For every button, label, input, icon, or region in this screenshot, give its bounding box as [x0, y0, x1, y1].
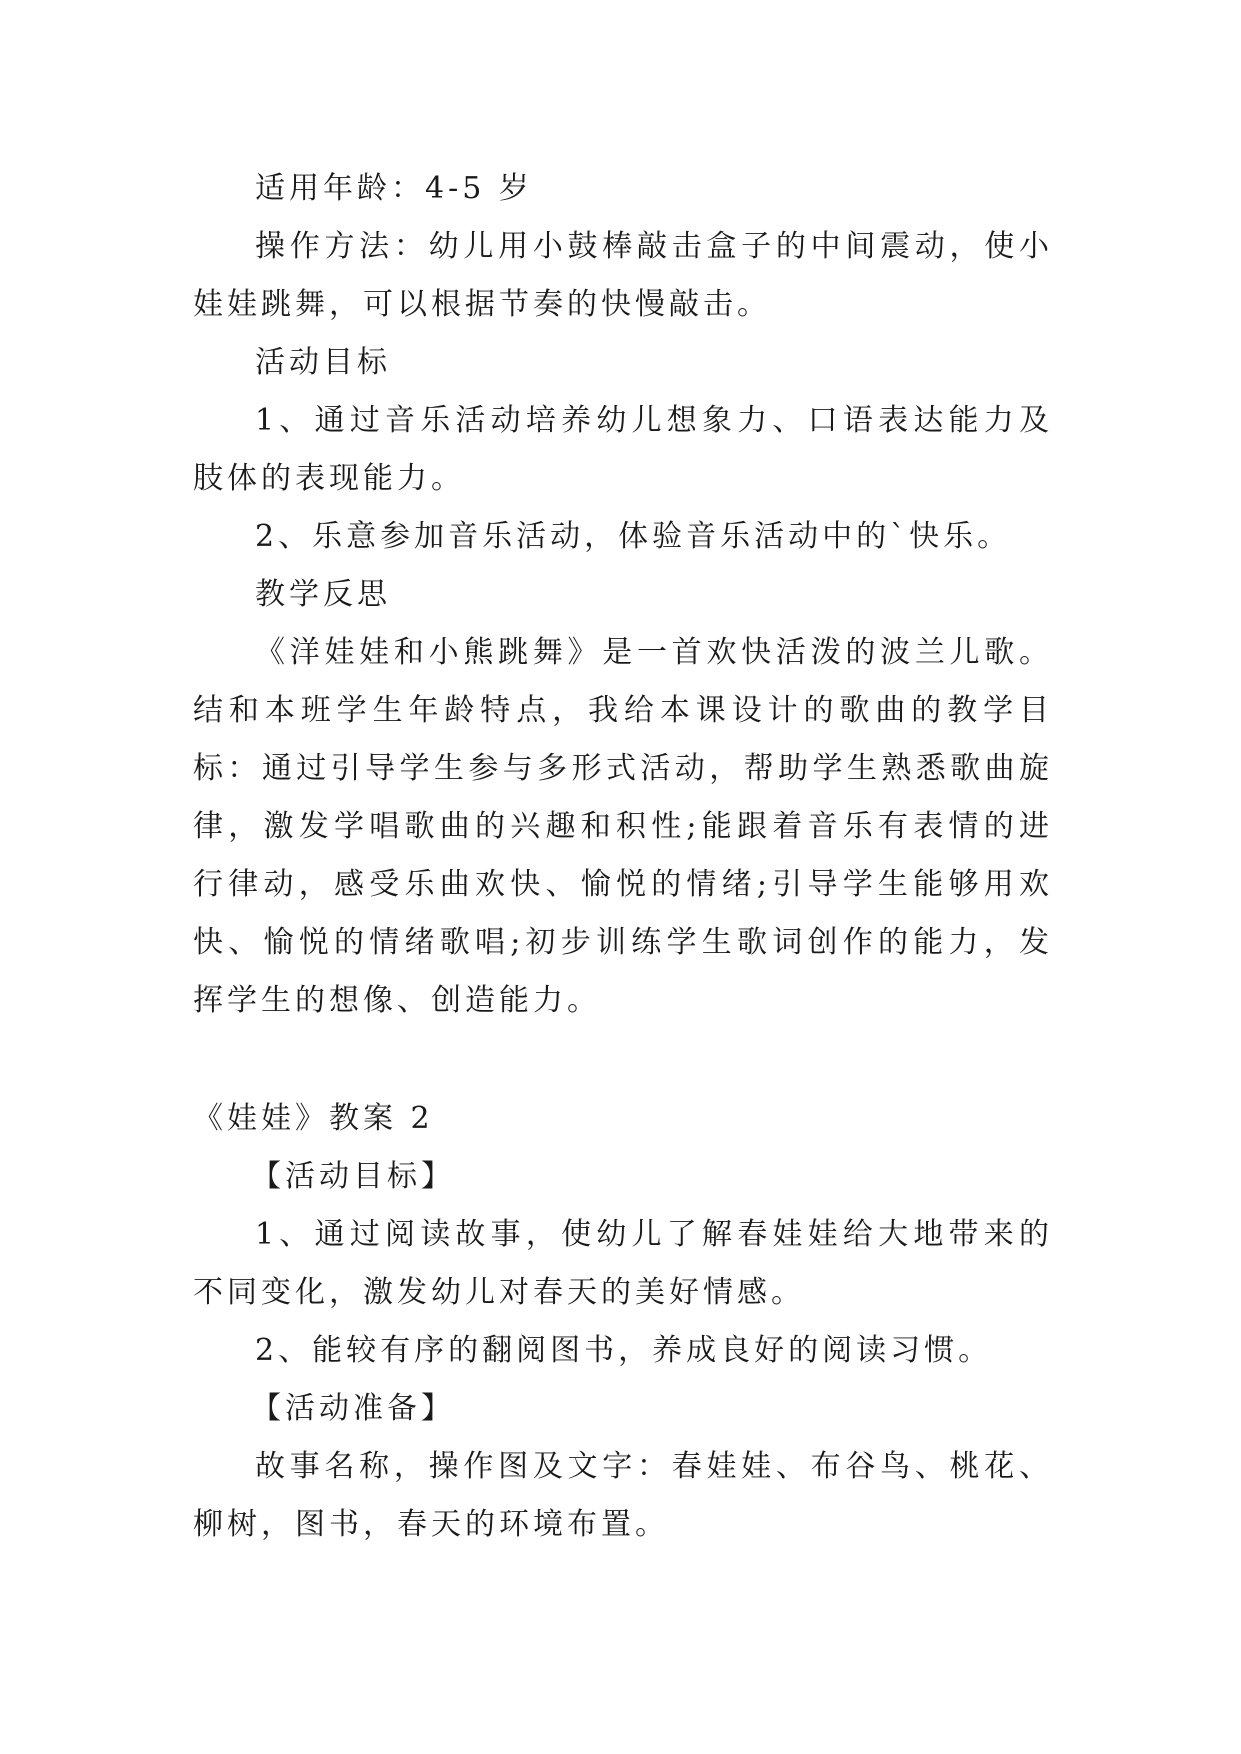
- goal-item-1: 1、通过音乐活动培养幼儿想象力、口语表达能力及肢体的表现能力。: [193, 403, 1053, 496]
- operation-method-paragraph: 操作方法：幼儿用小鼓棒敲击盒子的中间震动，使小娃娃跳舞，可以根据节奏的快慢敲击。: [193, 229, 1053, 322]
- goal-item-2: 2、乐意参加音乐活动，体验音乐活动中的`快乐。: [255, 519, 1012, 554]
- activity-preparation-heading: 【活动准备】: [251, 1391, 455, 1426]
- section-spacer: [193, 1030, 1053, 1090]
- document-body: [193, 160, 1053, 1554]
- teaching-reflection-heading: 教学反思: [255, 577, 391, 612]
- lesson-plan-title: 《娃娃》教案 2: [193, 1101, 434, 1136]
- goal-item-1-b: 1、通过阅读故事，使幼儿了解春娃娃给大地带来的不同变化，激发幼儿对春天的美好情感。: [193, 1217, 1053, 1310]
- activity-goals-heading: 活动目标: [255, 345, 391, 380]
- age-range-line: 适用年龄：4-5 岁: [255, 171, 533, 206]
- goal-item-2-b: 2、能较有序的翻阅图书，养成良好的阅读习惯。: [255, 1333, 993, 1368]
- teaching-reflection-paragraph: 《洋娃娃和小熊跳舞》是一首欢快活泼的波兰儿歌。结和本班学生年龄特点，我给本课设计的歌曲的教学目标：通过引导学生参与多形式活动，帮助学生熟悉歌曲旋律，激发学唱歌曲的兴趣和积性;能跟着音乐有表情的进行律动，感受乐曲欢快、愉悦的情绪;引导学生能够用欢快、愉悦的情绪歌唱;初步训练学生歌词创作的能力，发挥学生的想像、创造能力。: [193, 635, 1053, 1018]
- activity-preparation-paragraph: 故事名称，操作图及文字：春娃娃、布谷鸟、桃花、柳树，图书，春天的环境布置。: [193, 1449, 1053, 1542]
- activity-goals-heading-2: 【活动目标】: [251, 1159, 455, 1194]
